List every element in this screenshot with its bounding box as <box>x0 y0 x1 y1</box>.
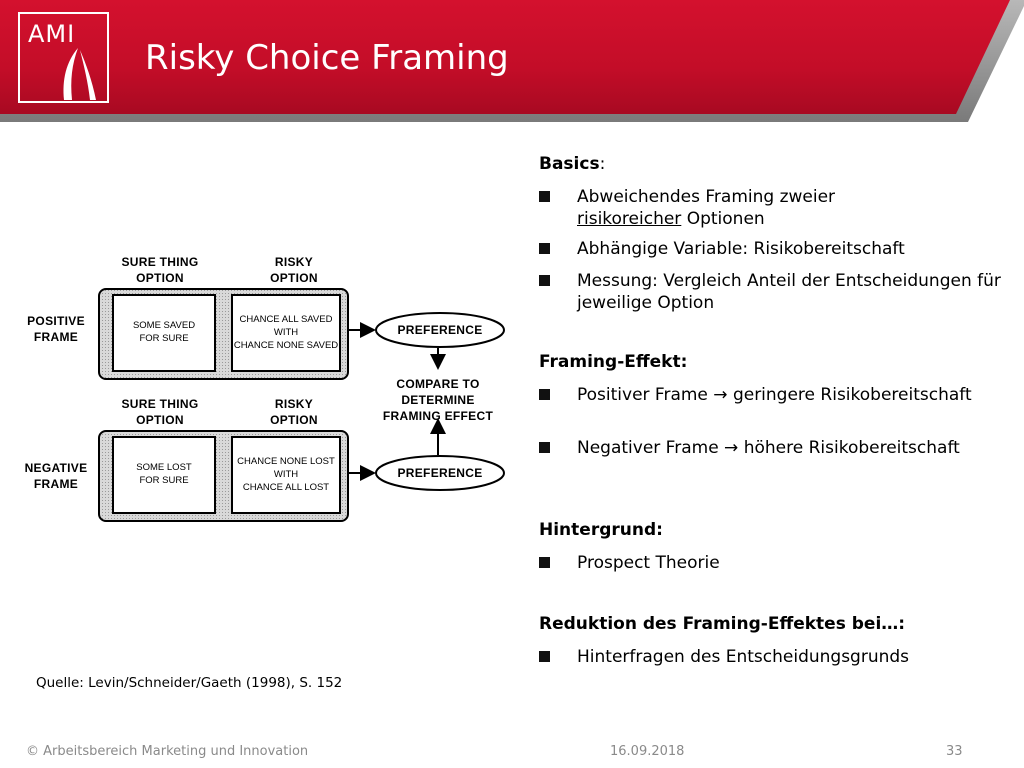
positive-sure-header: SURE THING OPTION <box>121 255 199 285</box>
slide-title: Risky Choice Framing <box>145 38 509 78</box>
ami-logo <box>18 12 109 103</box>
negative-sure-text: SOME LOST FOR SURE <box>136 462 192 486</box>
positive-frame-label: POSITIVE FRAME <box>27 314 85 344</box>
compare-label: COMPARE TO DETERMINE FRAMING EFFECT <box>382 377 494 423</box>
sail-icon <box>20 14 107 101</box>
positive-preference-label: PREFERENCE <box>397 323 483 337</box>
negative-sure-header: SURE THING OPTION <box>121 397 199 427</box>
bullet-square-icon <box>539 389 550 400</box>
header-banner <box>0 0 1024 124</box>
source-citation: Quelle: Levin/Schneider/Gaeth (1998), S. 152 <box>36 675 343 691</box>
framing-diagram <box>18 248 518 528</box>
bullet-square-icon <box>539 557 550 568</box>
bullet-square-icon <box>539 442 550 453</box>
positive-risky-header: RISKY OPTION <box>270 255 318 285</box>
bullet-square-icon <box>539 243 550 254</box>
negative-risky-header: RISKY OPTION <box>270 397 318 427</box>
negative-preference-label: PREFERENCE <box>397 466 483 480</box>
footer-page-number: 33 <box>946 744 963 759</box>
hintergrund-heading: Hintergrund: <box>539 520 663 540</box>
bullet-square-icon <box>539 651 550 662</box>
footer-date: 16.09.2018 <box>610 744 685 759</box>
bullet-square-icon <box>539 191 550 202</box>
negative-frame-label: NEGATIVE FRAME <box>24 461 88 491</box>
basics-heading: Basics: <box>539 154 606 174</box>
bullet-square-icon <box>539 275 550 286</box>
footer-copyright: © Arbeitsbereich Marketing und Innovation <box>26 744 309 759</box>
reduktion-heading: Reduktion des Framing-Effektes bei…: <box>539 614 906 634</box>
positive-sure-text: SOME SAVED FOR SURE <box>132 320 196 344</box>
logo-text: AMI <box>28 20 76 48</box>
framing-heading: Framing-Effekt: <box>539 352 688 372</box>
positive-risky-text: CHANCE ALL SAVED WITH CHANCE NONE SAVED <box>233 314 339 351</box>
negative-risky-text: CHANCE NONE LOST WITH CHANCE ALL LOST <box>237 456 335 493</box>
